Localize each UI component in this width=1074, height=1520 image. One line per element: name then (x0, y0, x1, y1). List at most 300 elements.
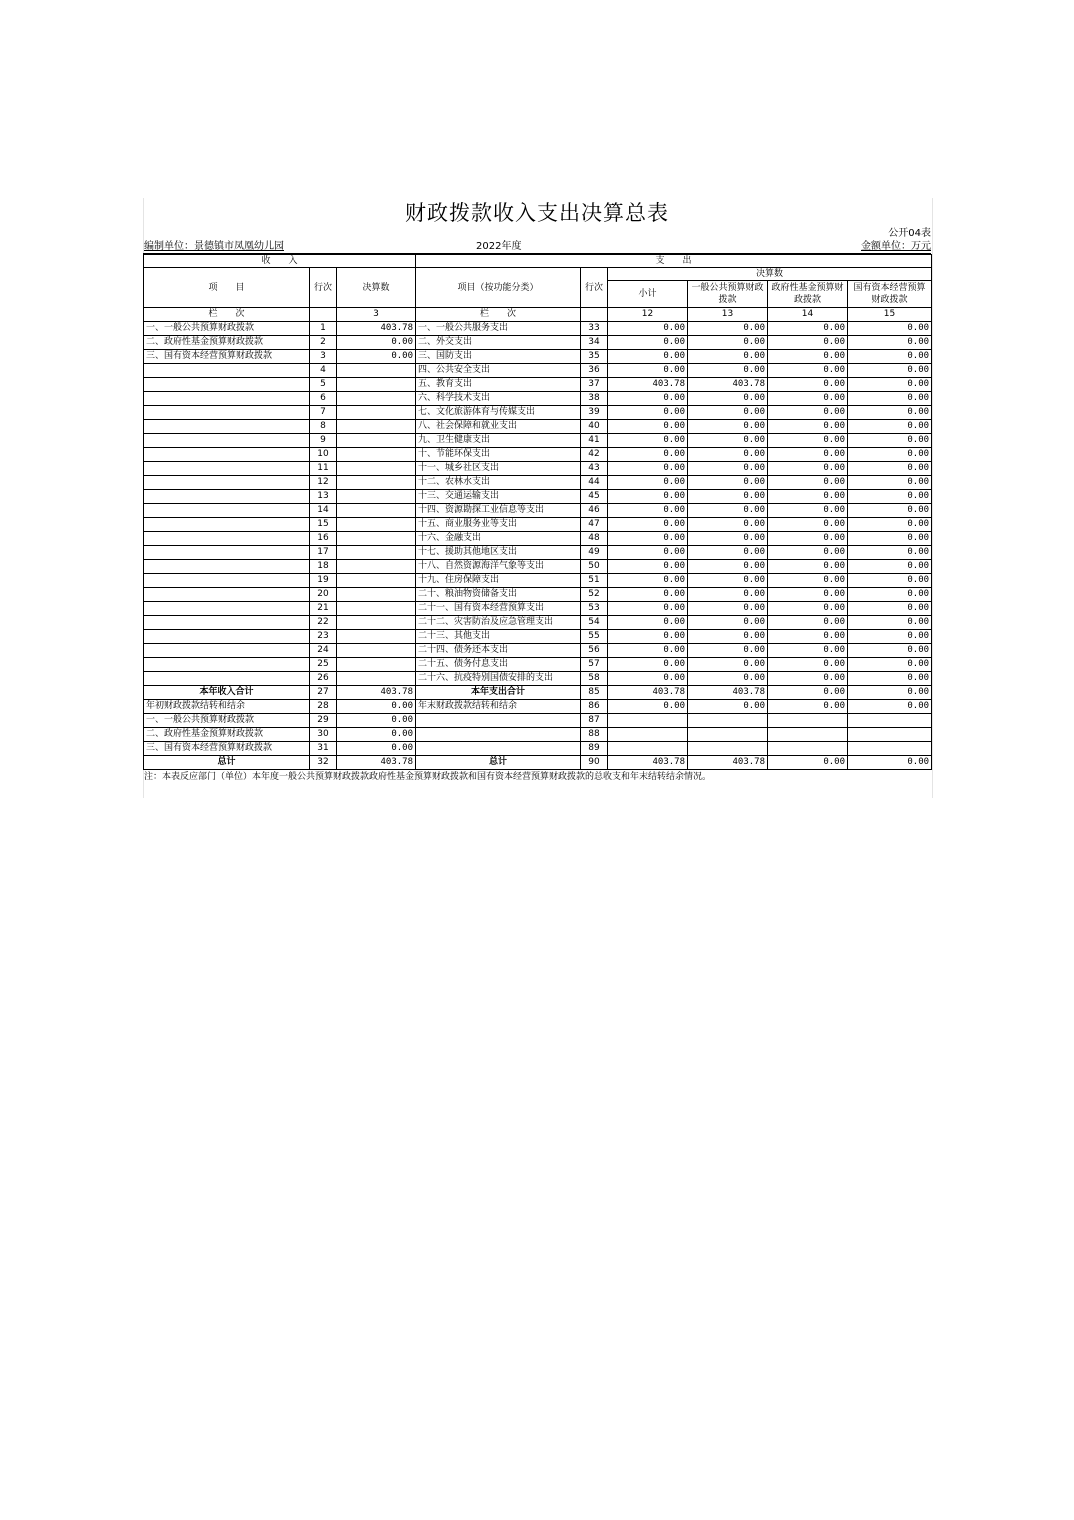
expense-fund: 0.00 (768, 574, 848, 588)
col-header-final-amount: 决算数 (337, 268, 416, 308)
expense-item: 总计 (416, 756, 581, 770)
expense-item: 二十一、国有资本经营预算支出 (416, 602, 581, 616)
income-item (144, 392, 310, 406)
expense-fund: 0.00 (768, 364, 848, 378)
income-item (144, 448, 310, 462)
income-row-no: 9 (310, 434, 337, 448)
column-index-label: 栏 次 (144, 308, 310, 322)
expense-section-header: 支 出 (416, 255, 932, 268)
income-row-no: 2 (310, 336, 337, 350)
expense-general: 0.00 (688, 672, 768, 686)
expense-general: 0.00 (688, 462, 768, 476)
income-amount (337, 644, 416, 658)
income-amount: 0.00 (337, 350, 416, 364)
income-amount (337, 420, 416, 434)
expense-general: 0.00 (688, 630, 768, 644)
expense-item (416, 728, 581, 742)
expense-item: 四、公共安全支出 (416, 364, 581, 378)
expense-fund: 0.00 (768, 602, 848, 616)
expense-general (688, 714, 768, 728)
header-row-1 (144, 268, 932, 281)
expense-subtotal: 0.00 (608, 462, 688, 476)
income-item (144, 462, 310, 476)
expense-row-no: 40 (581, 420, 608, 434)
table-row (144, 336, 932, 350)
table-row (144, 560, 932, 574)
col-header-row-no-2: 行次 (581, 268, 608, 308)
expense-general: 0.00 (688, 546, 768, 560)
table-row (144, 322, 932, 336)
table-row (144, 392, 932, 406)
expense-item: 九、卫生健康支出 (416, 434, 581, 448)
expense-fund: 0.00 (768, 420, 848, 434)
expense-subtotal: 0.00 (608, 588, 688, 602)
report-sheet (143, 198, 931, 784)
column-index-15: 15 (848, 308, 932, 322)
expense-item: 五、教育支出 (416, 378, 581, 392)
expense-fund: 0.00 (768, 672, 848, 686)
expense-item: 十四、资源勘探工业信息等支出 (416, 504, 581, 518)
expense-general: 0.00 (688, 490, 768, 504)
income-item (144, 434, 310, 448)
expense-general: 0.00 (688, 364, 768, 378)
expense-item: 七、文化旅游体育与传媒支出 (416, 406, 581, 420)
expense-general: 0.00 (688, 322, 768, 336)
expense-general: 0.00 (688, 518, 768, 532)
expense-general: 0.00 (688, 434, 768, 448)
expense-general: 0.00 (688, 392, 768, 406)
table-row (144, 546, 932, 560)
income-item: 三、国有资本经营预算财政拨款 (144, 350, 310, 364)
expense-state-capital: 0.00 (848, 364, 932, 378)
table-row (144, 490, 932, 504)
expense-general: 0.00 (688, 448, 768, 462)
income-item (144, 364, 310, 378)
expense-subtotal: 0.00 (608, 616, 688, 630)
expense-row-no: 52 (581, 588, 608, 602)
expense-subtotal (608, 742, 688, 756)
income-amount (337, 658, 416, 672)
col-header-fund: 政府性基金预算财政拨款 (768, 281, 848, 308)
expense-subtotal: 0.00 (608, 546, 688, 560)
expense-row-no: 86 (581, 700, 608, 714)
income-amount: 0.00 (337, 336, 416, 350)
report-meta-row (143, 240, 931, 254)
expense-row-no: 36 (581, 364, 608, 378)
expense-item: 二、外交支出 (416, 336, 581, 350)
income-row-no: 11 (310, 462, 337, 476)
expense-row-no: 50 (581, 560, 608, 574)
expense-row-no: 57 (581, 658, 608, 672)
expense-item: 八、社会保障和就业支出 (416, 420, 581, 434)
expense-state-capital: 0.00 (848, 518, 932, 532)
expense-row-no: 56 (581, 644, 608, 658)
income-item (144, 546, 310, 560)
expense-general: 403.78 (688, 378, 768, 392)
income-row-no: 3 (310, 350, 337, 364)
expense-fund: 0.00 (768, 504, 848, 518)
income-row-no: 26 (310, 672, 337, 686)
expense-subtotal: 0.00 (608, 420, 688, 434)
income-item: 一、一般公共预算财政拨款 (144, 322, 310, 336)
expense-row-no: 55 (581, 630, 608, 644)
column-index-3: 3 (337, 308, 416, 322)
expense-item: 一、一般公共服务支出 (416, 322, 581, 336)
expense-fund: 0.00 (768, 378, 848, 392)
income-row-no: 32 (310, 756, 337, 770)
income-amount: 0.00 (337, 742, 416, 756)
table-row (144, 644, 932, 658)
expense-general: 0.00 (688, 504, 768, 518)
income-row-no: 21 (310, 602, 337, 616)
expense-fund: 0.00 (768, 700, 848, 714)
expense-state-capital: 0.00 (848, 700, 932, 714)
expense-row-no: 85 (581, 686, 608, 700)
table-row (144, 756, 932, 770)
table-row (144, 420, 932, 434)
amount-unit: 金额单位：万元 (861, 241, 931, 252)
income-item (144, 630, 310, 644)
expense-subtotal: 0.00 (608, 504, 688, 518)
expense-item: 年末财政拨款结转和结余 (416, 700, 581, 714)
table-row (144, 448, 932, 462)
income-amount (337, 448, 416, 462)
expense-subtotal: 0.00 (608, 322, 688, 336)
expense-general: 0.00 (688, 616, 768, 630)
income-item (144, 532, 310, 546)
expense-state-capital: 0.00 (848, 574, 932, 588)
report-title: 财政拨款收入支出决算总表 (405, 201, 669, 225)
income-amount (337, 490, 416, 504)
col-header-row-no: 行次 (310, 268, 337, 308)
income-amount: 403.78 (337, 756, 416, 770)
expense-state-capital: 0.00 (848, 532, 932, 546)
column-index-14: 14 (768, 308, 848, 322)
expense-state-capital: 0.00 (848, 490, 932, 504)
expense-subtotal: 0.00 (608, 392, 688, 406)
income-item: 二、政府性基金预算财政拨款 (144, 336, 310, 350)
report-year: 2022年度 (476, 241, 522, 252)
expense-fund: 0.00 (768, 658, 848, 672)
income-row-no: 18 (310, 560, 337, 574)
table-row (144, 602, 932, 616)
expense-state-capital: 0.00 (848, 462, 932, 476)
income-row-no: 14 (310, 504, 337, 518)
income-item (144, 490, 310, 504)
expense-row-no: 51 (581, 574, 608, 588)
expense-fund: 0.00 (768, 336, 848, 350)
budget-table (143, 254, 932, 770)
expense-state-capital: 0.00 (848, 448, 932, 462)
expense-row-no: 90 (581, 756, 608, 770)
income-row-no: 4 (310, 364, 337, 378)
table-row (144, 518, 932, 532)
expense-fund: 0.00 (768, 462, 848, 476)
expense-fund: 0.00 (768, 532, 848, 546)
income-item (144, 406, 310, 420)
expense-subtotal: 403.78 (608, 378, 688, 392)
table-row (144, 434, 932, 448)
expense-state-capital: 0.00 (848, 672, 932, 686)
expense-subtotal: 0.00 (608, 448, 688, 462)
expense-state-capital: 0.00 (848, 378, 932, 392)
expense-state-capital: 0.00 (848, 504, 932, 518)
expense-item: 十五、商业服务业等支出 (416, 518, 581, 532)
expense-item: 十三、交通运输支出 (416, 490, 581, 504)
income-item (144, 658, 310, 672)
table-row (144, 742, 932, 756)
income-amount (337, 434, 416, 448)
expense-general (688, 728, 768, 742)
expense-row-no: 54 (581, 616, 608, 630)
income-row-no: 27 (310, 686, 337, 700)
expense-general: 0.00 (688, 560, 768, 574)
income-item: 三、国有资本经营预算财政拨款 (144, 742, 310, 756)
expense-general: 0.00 (688, 700, 768, 714)
expense-state-capital: 0.00 (848, 420, 932, 434)
income-amount (337, 532, 416, 546)
expense-state-capital: 0.00 (848, 686, 932, 700)
table-row (144, 532, 932, 546)
income-row-no: 29 (310, 714, 337, 728)
expense-state-capital: 0.00 (848, 546, 932, 560)
income-row-no: 10 (310, 448, 337, 462)
expense-fund: 0.00 (768, 546, 848, 560)
table-row (144, 588, 932, 602)
income-row-no: 17 (310, 546, 337, 560)
expense-fund: 0.00 (768, 392, 848, 406)
expense-state-capital: 0.00 (848, 476, 932, 490)
expense-item: 十六、金融支出 (416, 532, 581, 546)
expense-subtotal: 403.78 (608, 756, 688, 770)
expense-general: 0.00 (688, 476, 768, 490)
column-index-label-2: 栏 次 (416, 308, 581, 322)
expense-row-no: 44 (581, 476, 608, 490)
expense-subtotal: 0.00 (608, 644, 688, 658)
income-amount (337, 546, 416, 560)
expense-subtotal: 0.00 (608, 336, 688, 350)
income-item: 本年收入合计 (144, 686, 310, 700)
income-amount (337, 378, 416, 392)
expense-general: 403.78 (688, 686, 768, 700)
expense-state-capital: 0.00 (848, 322, 932, 336)
expense-item: 二十、粮油物资储备支出 (416, 588, 581, 602)
expense-general: 0.00 (688, 336, 768, 350)
expense-subtotal: 0.00 (608, 658, 688, 672)
col-header-subtotal: 小计 (608, 281, 688, 308)
expense-item: 十二、农林水支出 (416, 476, 581, 490)
expense-state-capital: 0.00 (848, 756, 932, 770)
expense-fund: 0.00 (768, 518, 848, 532)
income-amount: 403.78 (337, 686, 416, 700)
expense-general: 0.00 (688, 420, 768, 434)
expense-fund: 0.00 (768, 490, 848, 504)
expense-item (416, 714, 581, 728)
income-row-no: 24 (310, 644, 337, 658)
expense-subtotal: 0.00 (608, 406, 688, 420)
income-row-no: 30 (310, 728, 337, 742)
expense-state-capital: 0.00 (848, 616, 932, 630)
column-index-12: 12 (608, 308, 688, 322)
income-row-no: 16 (310, 532, 337, 546)
expense-item: 二十五、债务付息支出 (416, 658, 581, 672)
expense-subtotal: 0.00 (608, 560, 688, 574)
section-header-row (144, 255, 932, 268)
table-row (144, 350, 932, 364)
expense-row-no: 58 (581, 672, 608, 686)
income-item (144, 644, 310, 658)
expense-fund (768, 742, 848, 756)
expense-fund: 0.00 (768, 686, 848, 700)
expense-row-no: 48 (581, 532, 608, 546)
income-amount (337, 616, 416, 630)
income-amount (337, 364, 416, 378)
expense-state-capital (848, 728, 932, 742)
table-row (144, 658, 932, 672)
expense-state-capital (848, 742, 932, 756)
income-amount: 0.00 (337, 728, 416, 742)
income-amount (337, 504, 416, 518)
expense-fund: 0.00 (768, 406, 848, 420)
expense-general: 0.00 (688, 588, 768, 602)
income-amount (337, 476, 416, 490)
income-item: 二、政府性基金预算财政拨款 (144, 728, 310, 742)
expense-row-no: 34 (581, 336, 608, 350)
expense-row-no: 41 (581, 434, 608, 448)
expense-subtotal (608, 728, 688, 742)
income-amount (337, 462, 416, 476)
expense-item: 十、节能环保支出 (416, 448, 581, 462)
expense-state-capital (848, 714, 932, 728)
income-item (144, 602, 310, 616)
income-row-no: 1 (310, 322, 337, 336)
column-index-row (144, 308, 932, 322)
income-item (144, 476, 310, 490)
table-note: 注：本表反应部门（单位）本年度一般公共预算财政拨款政府性基金预算财政拨款和国有资本经营预算财政拨款的总收支和年末结转结余情况。 (144, 772, 712, 782)
income-row-no: 28 (310, 700, 337, 714)
expense-subtotal: 0.00 (608, 532, 688, 546)
expense-fund: 0.00 (768, 756, 848, 770)
income-item: 一、一般公共预算财政拨款 (144, 714, 310, 728)
expense-general: 0.00 (688, 602, 768, 616)
column-index-blank-2 (581, 308, 608, 322)
col-header-item: 项 目 (144, 268, 310, 308)
expense-general: 0.00 (688, 574, 768, 588)
form-code: 公开04表 (888, 228, 931, 239)
table-row (144, 378, 932, 392)
expense-fund: 0.00 (768, 350, 848, 364)
col-header-state-capital: 国有资本经营预算财政拨款 (848, 281, 932, 308)
expense-state-capital: 0.00 (848, 588, 932, 602)
expense-subtotal: 0.00 (608, 490, 688, 504)
expense-item: 二十二、灾害防治及应急管理支出 (416, 616, 581, 630)
income-item (144, 588, 310, 602)
expense-state-capital: 0.00 (848, 406, 932, 420)
expense-fund: 0.00 (768, 322, 848, 336)
expense-state-capital: 0.00 (848, 644, 932, 658)
expense-subtotal (608, 714, 688, 728)
income-row-no: 20 (310, 588, 337, 602)
table-row (144, 686, 932, 700)
expense-subtotal: 0.00 (608, 364, 688, 378)
expense-subtotal: 0.00 (608, 630, 688, 644)
income-amount: 403.78 (337, 322, 416, 336)
expense-fund: 0.00 (768, 434, 848, 448)
income-item (144, 518, 310, 532)
income-amount (337, 406, 416, 420)
expense-item: 本年支出合计 (416, 686, 581, 700)
compiling-unit: 编制单位：景德镇市凤凰幼儿园 (144, 241, 284, 252)
income-amount (337, 518, 416, 532)
col-header-general: 一般公共预算财政拨款 (688, 281, 768, 308)
income-row-no: 7 (310, 406, 337, 420)
expense-state-capital: 0.00 (848, 658, 932, 672)
income-item: 总计 (144, 756, 310, 770)
expense-row-no: 46 (581, 504, 608, 518)
income-row-no: 19 (310, 574, 337, 588)
income-item (144, 574, 310, 588)
expense-state-capital: 0.00 (848, 560, 932, 574)
expense-row-no: 33 (581, 322, 608, 336)
expense-row-no: 45 (581, 490, 608, 504)
expense-item (416, 742, 581, 756)
income-row-no: 25 (310, 658, 337, 672)
expense-item: 十八、自然资源海洋气象等支出 (416, 560, 581, 574)
expense-general: 403.78 (688, 756, 768, 770)
expense-item: 十九、住房保障支出 (416, 574, 581, 588)
expense-item: 十七、援助其他地区支出 (416, 546, 581, 560)
income-row-no: 23 (310, 630, 337, 644)
expense-row-no: 35 (581, 350, 608, 364)
income-row-no: 8 (310, 420, 337, 434)
income-amount (337, 574, 416, 588)
income-amount (337, 630, 416, 644)
income-item (144, 420, 310, 434)
expense-item: 三、国防支出 (416, 350, 581, 364)
expense-state-capital: 0.00 (848, 434, 932, 448)
income-item (144, 672, 310, 686)
expense-subtotal: 0.00 (608, 350, 688, 364)
income-amount (337, 672, 416, 686)
table-row (144, 700, 932, 714)
income-amount (337, 588, 416, 602)
income-row-no: 12 (310, 476, 337, 490)
income-row-no: 15 (310, 518, 337, 532)
expense-row-no: 53 (581, 602, 608, 616)
expense-subtotal: 0.00 (608, 434, 688, 448)
expense-general: 0.00 (688, 406, 768, 420)
expense-subtotal: 403.78 (608, 686, 688, 700)
expense-fund: 0.00 (768, 448, 848, 462)
income-item (144, 616, 310, 630)
expense-row-no: 47 (581, 518, 608, 532)
income-row-no: 31 (310, 742, 337, 756)
expense-row-no: 38 (581, 392, 608, 406)
expense-row-no: 88 (581, 728, 608, 742)
expense-fund: 0.00 (768, 588, 848, 602)
table-row (144, 462, 932, 476)
table-row (144, 672, 932, 686)
income-amount (337, 392, 416, 406)
table-row (144, 714, 932, 728)
expense-general: 0.00 (688, 350, 768, 364)
income-item: 年初财政拨款结转和结余 (144, 700, 310, 714)
income-amount: 0.00 (337, 714, 416, 728)
expense-subtotal: 0.00 (608, 602, 688, 616)
expense-fund: 0.00 (768, 644, 848, 658)
expense-item: 二十四、债务还本支出 (416, 644, 581, 658)
income-section-header: 收 入 (144, 255, 416, 268)
